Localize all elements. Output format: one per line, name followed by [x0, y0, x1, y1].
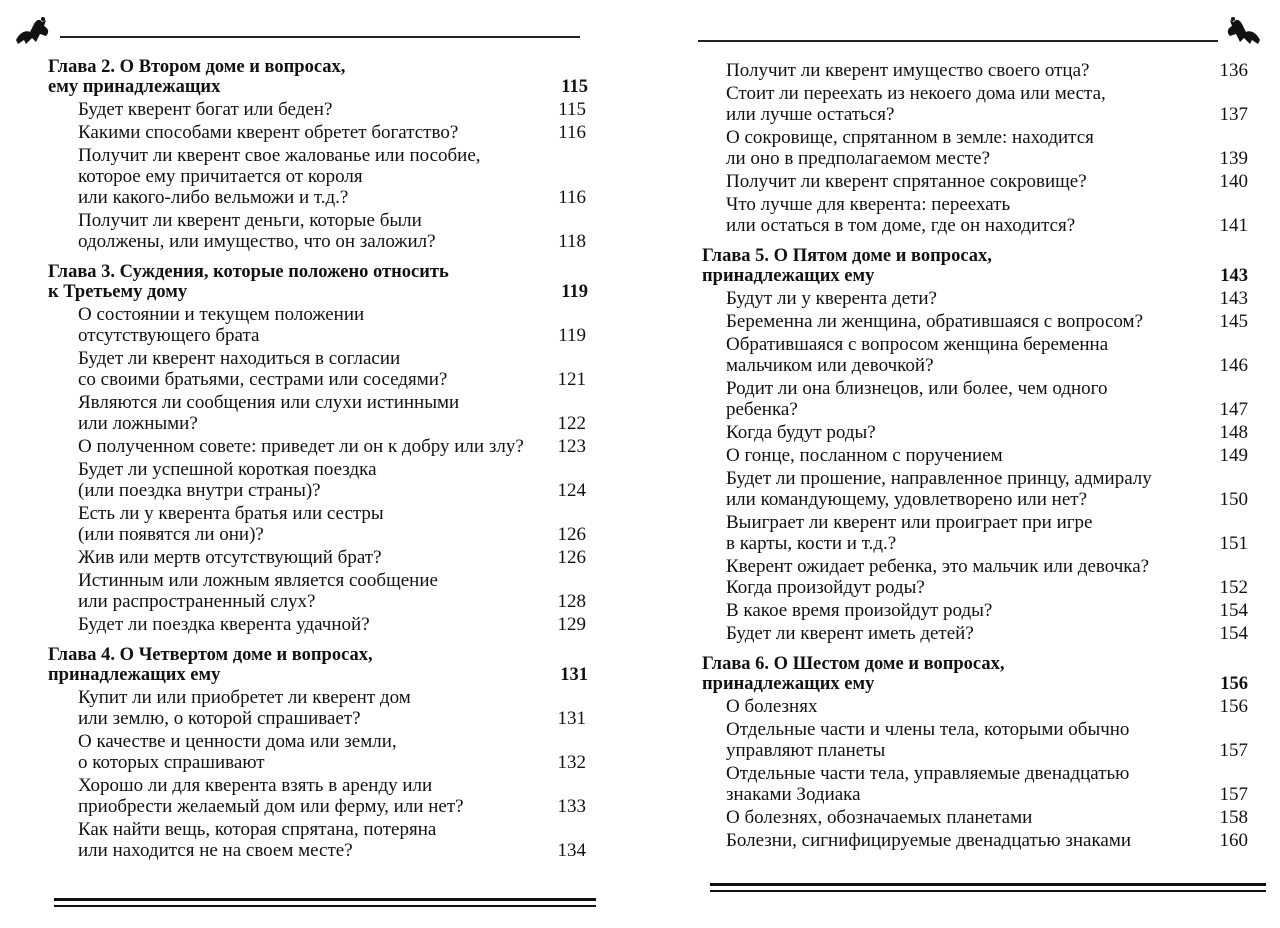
entry-title: Когда будут роды?: [726, 422, 876, 443]
toc-entry: [48, 503, 604, 545]
chapter-title: Глава 6. О Шестом доме и вопросах, принадлежащих ему: [702, 654, 1005, 694]
entry-title: Обратившаяся с вопросом женщина беременна мальчиком или девочкой?: [726, 334, 1109, 376]
entry-title: Являются ли сообщения или слухи истинными или ложными?: [78, 392, 460, 434]
toc-entry: [702, 623, 1248, 644]
toc-entry: [702, 556, 1248, 598]
entry-page-number: 143: [1219, 288, 1248, 309]
horse-rider-ornament-icon: [12, 14, 54, 48]
toc-entry: [702, 468, 1248, 510]
entry-title: В какое время произойдут роды?: [726, 600, 993, 621]
entry-page-number: 118: [558, 231, 586, 252]
entry-title: Получит ли кверент свое жалованье или пособие, которое ему причитается от короля или какого-либо вельможи и т.д.?: [78, 145, 481, 208]
entry-page-number: 122: [557, 413, 586, 434]
section-gap: [702, 236, 1248, 242]
entry-title: Будет ли кверент иметь детей?: [726, 623, 974, 644]
chapter-title: Глава 5. О Пятом доме и вопросах, принадлежащих ему: [702, 246, 992, 286]
entry-page-number: 140: [1219, 171, 1248, 192]
entry-title: О качестве и ценности дома или земли, о которых спрашивают: [78, 731, 397, 773]
entry-title: О болезнях: [726, 696, 818, 717]
entry-page-number: 123: [557, 436, 586, 457]
chapter-page-number: 131: [560, 665, 588, 685]
entry-page-number: 148: [1219, 422, 1248, 443]
chapter-page-number: 119: [561, 282, 588, 302]
entry-page-number: 116: [558, 187, 586, 208]
chapter-heading: [702, 246, 1248, 286]
entry-page-number: 133: [557, 796, 586, 817]
toc-entry: [702, 334, 1248, 376]
entry-page-number: 154: [1219, 600, 1248, 621]
toc-entry: [702, 171, 1248, 192]
entry-title: Получит ли кверент деньги, которые были одолжены, или имущество, что он заложил?: [78, 210, 436, 252]
entry-title: Получит ли кверент имущество своего отца?: [726, 60, 1090, 81]
toc-entry: [48, 145, 604, 208]
chapter-title: Глава 2. О Втором доме и вопросах, ему принадлежащих: [48, 57, 346, 97]
toc-entry: [702, 311, 1248, 332]
toc-entry: [702, 194, 1248, 236]
entry-title: Хорошо ли для кверента взять в аренду или приобрести желаемый дом или ферму, или нет?: [78, 775, 464, 817]
entry-title: Будет кверент богат или беден?: [78, 99, 333, 120]
toc-entry: [702, 696, 1248, 717]
toc-entry: [48, 775, 604, 817]
table-of-contents-right: [702, 58, 1248, 851]
toc-entry: [702, 830, 1248, 851]
toc-entry: [48, 614, 604, 635]
section-gap: [702, 644, 1248, 650]
entry-title: Истинным или ложным является сообщение или распространенный слух?: [78, 570, 438, 612]
chapter-title: Глава 4. О Четвертом доме и вопросах, принадлежащих ему: [48, 645, 373, 685]
entry-title: Беременна ли женщина, обратившаяся с вопросом?: [726, 311, 1143, 332]
chapter-heading: [702, 654, 1248, 694]
toc-entry: [48, 436, 604, 457]
top-rule: [698, 40, 1218, 42]
bottom-rule: [54, 898, 596, 907]
entry-page-number: 141: [1219, 215, 1248, 236]
table-of-contents-left: [48, 53, 604, 861]
chapter-page-number: 156: [1220, 674, 1248, 694]
entry-title: Будет ли прошение, направленное принцу, адмиралу или командующему, удовлетворено или нет?: [726, 468, 1152, 510]
chapter-page-number: 115: [561, 77, 588, 97]
chapter-heading: [48, 645, 604, 685]
chapter-heading: [48, 57, 604, 97]
entry-title: Болезни, сигнифицируемые двенадцатью знаками: [726, 830, 1132, 851]
chapter-page-number: 143: [1220, 266, 1248, 286]
entry-page-number: 124: [557, 480, 586, 501]
entry-title: Купит ли или приобретет ли кверент дом или землю, о которой спрашивает?: [78, 687, 411, 729]
toc-entry: [48, 304, 604, 346]
entry-page-number: 134: [557, 840, 586, 861]
entry-page-number: 151: [1219, 533, 1248, 554]
entry-page-number: 132: [557, 752, 586, 773]
entry-title: Кверент ожидает ребенка, это мальчик или девочка? Когда произойдут роды?: [726, 556, 1150, 598]
toc-entry: [702, 127, 1248, 169]
bottom-rule: [710, 883, 1266, 892]
toc-entry: [48, 570, 604, 612]
entry-page-number: 119: [558, 325, 586, 346]
toc-entry: [702, 60, 1248, 81]
chapter-heading: [48, 262, 604, 302]
toc-entry: [48, 122, 604, 143]
entry-title: Отдельные части тела, управляемые двенадцатью знаками Зодиака: [726, 763, 1130, 805]
toc-entry: [702, 512, 1248, 554]
entry-page-number: 154: [1219, 623, 1248, 644]
entry-page-number: 126: [557, 547, 586, 568]
entry-title: Стоит ли переехать из некоего дома или места, или лучше остаться?: [726, 83, 1106, 125]
entry-title: Будет ли успешной короткая поездка (или поездка внутри страны)?: [78, 459, 377, 501]
entry-title: Какими способами кверент обретет богатство?: [78, 122, 459, 143]
entry-title: О гонце, посланном с поручением: [726, 445, 1003, 466]
toc-entry: [702, 600, 1248, 621]
entry-page-number: 137: [1219, 104, 1248, 125]
entry-page-number: 139: [1219, 148, 1248, 169]
entry-title: Выиграет ли кверент или проиграет при игре в карты, кости и т.д.?: [726, 512, 1093, 554]
entry-page-number: 156: [1219, 696, 1248, 717]
section-gap: [48, 252, 604, 258]
entry-title: Как найти вещь, которая спрятана, потеряна или находится не на своем месте?: [78, 819, 437, 861]
entry-page-number: 146: [1219, 355, 1248, 376]
entry-title: О сокровище, спрятанном в земле: находится ли оно в предполагаемом месте?: [726, 127, 1094, 169]
entry-title: Что лучше для кверента: переехать или остаться в том доме, где он находится?: [726, 194, 1076, 236]
toc-entry: [702, 763, 1248, 805]
toc-entry: [48, 687, 604, 729]
toc-entry: [48, 731, 604, 773]
entry-page-number: 150: [1219, 489, 1248, 510]
entry-title: О состоянии и текущем положении отсутствующего брата: [78, 304, 365, 346]
toc-entry: [48, 819, 604, 861]
section-gap: [48, 635, 604, 641]
entry-title: Получит ли кверент спрятанное сокровище?: [726, 171, 1087, 192]
entry-page-number: 145: [1219, 311, 1248, 332]
entry-page-number: 147: [1219, 399, 1248, 420]
toc-entry: [702, 807, 1248, 828]
entry-title: Будет ли поездка кверента удачной?: [78, 614, 370, 635]
entry-page-number: 121: [557, 369, 586, 390]
entry-page-number: 158: [1219, 807, 1248, 828]
toc-entry: [48, 392, 604, 434]
entry-title: Есть ли у кверента братья или сестры (или появятся ли они)?: [78, 503, 384, 545]
right-page: [640, 0, 1280, 928]
entry-page-number: 116: [558, 122, 586, 143]
entry-page-number: 152: [1219, 577, 1248, 598]
entry-page-number: 136: [1219, 60, 1248, 81]
horse-rider-ornament-icon: [1222, 14, 1264, 48]
toc-entry: [702, 445, 1248, 466]
entry-title: Будут ли у кверента дети?: [726, 288, 937, 309]
entry-title: Жив или мертв отсутствующий брат?: [78, 547, 382, 568]
toc-entry: [702, 719, 1248, 761]
toc-entry: [48, 459, 604, 501]
entry-page-number: 160: [1219, 830, 1248, 851]
entry-page-number: 128: [557, 591, 586, 612]
entry-page-number: 126: [557, 524, 586, 545]
entry-page-number: 157: [1219, 784, 1248, 805]
toc-entry: [48, 99, 604, 120]
entry-title: О болезнях, обозначаемых планетами: [726, 807, 1033, 828]
toc-entry: [702, 378, 1248, 420]
entry-title: Будет ли кверент находиться в согласии со своими братьями, сестрами или соседями?: [78, 348, 448, 390]
entry-title: Отдельные части и члены тела, которыми обычно управляют планеты: [726, 719, 1130, 761]
toc-entry: [702, 83, 1248, 125]
toc-entry: [48, 348, 604, 390]
toc-entry: [702, 288, 1248, 309]
entry-page-number: 115: [558, 99, 586, 120]
toc-entry: [702, 422, 1248, 443]
entry-page-number: 149: [1219, 445, 1248, 466]
entry-title: Родит ли она близнецов, или более, чем одного ребенка?: [726, 378, 1108, 420]
toc-entry: [48, 547, 604, 568]
top-rule: [60, 36, 580, 38]
entry-page-number: 129: [557, 614, 586, 635]
chapter-title: Глава 3. Суждения, которые положено относить к Третьему дому: [48, 262, 449, 302]
toc-entry: [48, 210, 604, 252]
entry-title: О полученном совете: приведет ли он к добру или злу?: [78, 436, 524, 457]
entry-page-number: 157: [1219, 740, 1248, 761]
entry-page-number: 131: [557, 708, 586, 729]
